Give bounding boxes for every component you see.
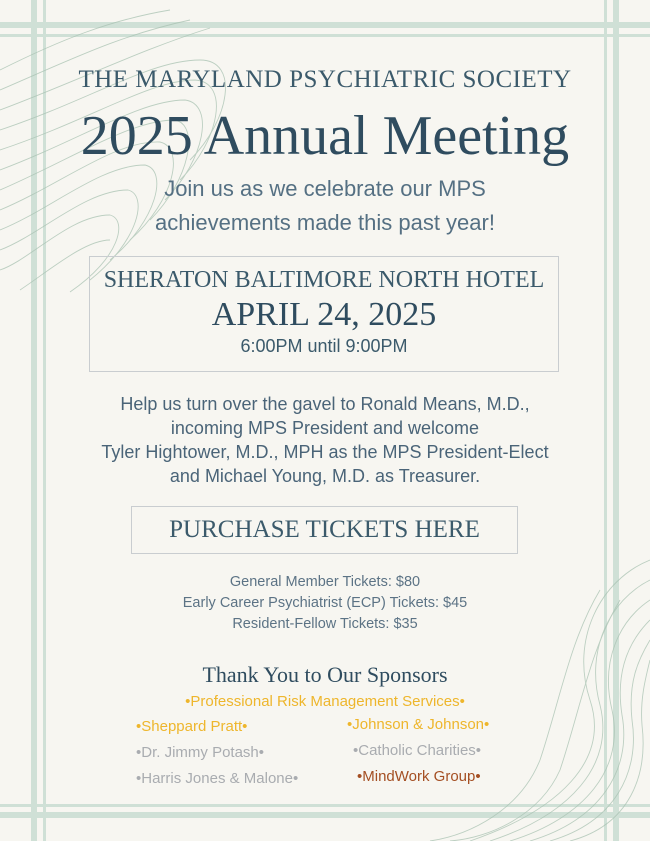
- purchase-tickets-button[interactable]: PURCHASE TICKETS HERE: [131, 506, 518, 554]
- frame-line-bottom-inner: [0, 804, 650, 807]
- venue-name: SHERATON BALTIMORE NORTH HOTEL: [103, 267, 545, 293]
- price-resident-fellow: Resident-Fellow Tickets: $35: [232, 616, 418, 632]
- sponsor-harris-jones-malone: •Harris Jones & Malone•: [136, 770, 299, 787]
- event-date: APRIL 24, 2025: [211, 296, 437, 333]
- frame-line-top-inner: [0, 34, 650, 37]
- announcement-line-4: and Michael Young, M.D. as Treasurer.: [169, 466, 481, 486]
- sponsors-heading: Thank You to Our Sponsors: [202, 662, 448, 687]
- price-early-career: Early Career Psychiatrist (ECP) Tickets: $45: [182, 595, 468, 611]
- announcement-line-1: Help us turn over the gavel to Ronald Means, M.D.,: [120, 394, 530, 414]
- tagline: [0, 172, 650, 240]
- sponsor-catholic-charities: •Catholic Charities•: [353, 742, 482, 759]
- ticket-prices: [0, 572, 650, 635]
- sponsor-mindwork-group: •MindWork Group•: [357, 768, 481, 785]
- announcement-line-3: Tyler Hightower, M.D., MPH as the MPS President-Elect: [101, 442, 549, 462]
- announcement-line-2: incoming MPS President and welcome: [170, 418, 480, 438]
- announcement: [0, 392, 650, 488]
- tagline-line-1: Join us as we celebrate our MPS: [164, 176, 486, 201]
- page-title: 2025 Annual Meeting: [80, 105, 570, 167]
- sponsor-professional-risk: •Professional Risk Management Services•: [185, 693, 465, 710]
- price-general-member: General Member Tickets: $80: [229, 574, 421, 590]
- event-time: 6:00PM until 9:00PM: [240, 336, 408, 356]
- sponsor-johnson-johnson: •Johnson & Johnson•: [347, 716, 490, 733]
- event-details-box: [89, 256, 559, 372]
- sponsor-jimmy-potash: •Dr. Jimmy Potash•: [136, 744, 265, 761]
- frame-line-top-outer: [0, 22, 650, 28]
- organization-name: THE MARYLAND PSYCHIATRIC SOCIETY: [78, 66, 572, 93]
- frame-line-bottom-outer: [0, 812, 650, 818]
- sponsor-sheppard-pratt: •Sheppard Pratt•: [136, 718, 248, 735]
- tagline-line-2: achievements made this past year!: [155, 210, 495, 235]
